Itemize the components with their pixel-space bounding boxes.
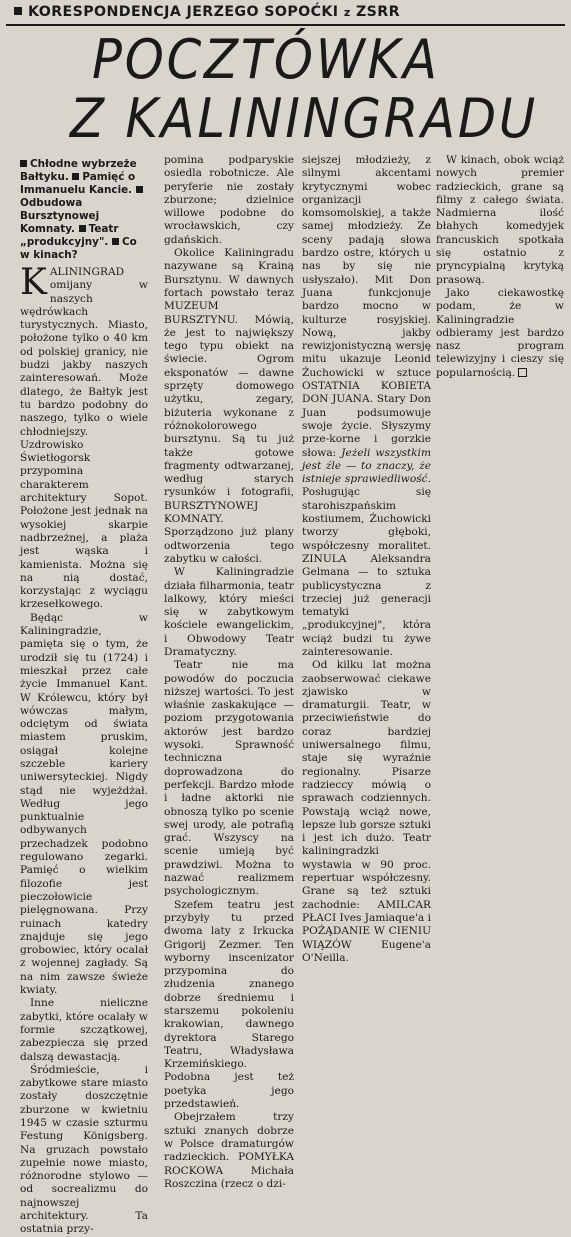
square-bullet-icon [136, 186, 143, 193]
lead-item: Teatr „produkcyjny". [20, 223, 119, 248]
paragraph: Okolice Kaliningradu nazywane są Krainą Bursztynu. W dawnych fortach powstało teraz MUZEUM BURSZTYNU. Mówią, że jest to największy tego typu obiekt na świecie. Ogrom eksponatów — dawne sprzęty domowego użytku, zegary, biżuteria wykonane z różnokolorowego bursztynu. Są tu już także gotowe fragmenty odtwarzanej, według starych rysunków i fotografii, BURSZTYNOWEJ KOMNATY. Sporządzono już plany odtworzenia tego zabytku w całości. [164, 247, 294, 565]
kicker-z: z [343, 6, 351, 19]
square-bullet-icon [112, 238, 119, 245]
paragraph-text: siejszej młodzieży, z silnymi akcentami krytycznymi wobec organizacji komsomolskiej, a także samej młodzieży. Ze sceny padają słowa bardzo ostre, których u nas by się nie usłyszało). Mit Don Juana funkcjonuje bardzo mocno w kulturze rosyjskiej. Nową, jakby rewizjonistyczną wersję mitu ukazuje Leonid Żuchowicki w sztuce OSTATNIA KOBIETA DON JUANA. Stary Don Juan podsumowuje swoje życie. Słyszymy prze- [302, 154, 431, 446]
square-bullet-icon [14, 7, 22, 15]
drop-cap: K [20, 262, 47, 303]
paragraph [436, 287, 564, 380]
article-column-1 [20, 158, 148, 1236]
paragraph-text: Posługując się starohiszpańskim kostiumem, Żuchowicki tworzy głęboki, współczesny moralitet. ZINULA Aleksandra Gelmana — to sztuka publicystyczna z trzeciej już generacji tematyki „produkcyjnej", która wciąż budzi tu żywe zainteresowanie. [302, 486, 431, 658]
square-bullet-icon [20, 160, 27, 167]
headline-line-1: POCZTÓWKA [92, 28, 440, 91]
paragraph: W Kaliningradzie działa filharmonia, teatr lalkowy, który mieści się w zabytkowym kościele ewangelickim, i Obwodowy Teatr Dramatyczny. [164, 566, 294, 658]
article-column-2 [164, 154, 294, 1190]
paragraph: Od kilku lat można zaobserwować ciekawe zjawisko w dramaturgii. Teatr, w przeciwieństwie do coraz bardziej uniwersalnego filmu, staje się wyraźnie regionalny. Pisarze radzieccy mówią o sprawach codziennych. Powstają wciąż nowe, lepsze lub gorsze sztuki i jest ich dużo. Teatr kaliningradzki wystawia w 90 proc. repertuar współczesny. Grane są też sztuki zachodnie: AMILCAR PŁACI Ives Jamiaque'a i POŻĄDANIE W CIENIU WIĄZÓW Eugene'a O'Neilla. [302, 659, 431, 964]
lead-item: Odbudowa Bursztynowej Komnaty. [20, 197, 100, 235]
header-rule [6, 24, 565, 26]
article-column-3 [302, 154, 431, 964]
paragraph: Inne nieliczne zabytki, które ocalały w formie szczątkowej, zabezpiecza się przed dalszą dewastacją. [20, 997, 148, 1063]
paragraph [20, 262, 148, 612]
kicker-text: KORESPONDENCJA JERZEGO SOPOĆKI [28, 4, 339, 20]
paragraph: W kinach, obok wciąż nowych premier radzieckich, grane są filmy z całego świata. Nadmierna ilość błahych komedyjek francuskich spotkała się ostatnio z pryncypialną krytyką prasową. [436, 154, 564, 286]
paragraph-text: ALININGRAD omijany w naszych wędrówkach turystycznych. Miasto, położone tylko o 40 km od polskiej granicy, nie budzi jakby naszych zainteresowań. Może dlatego, że Bałtyk jest tu bardzo podobny do naszego, tylko o wiele chłodniejszy. Uzdrowisko Świetłogorsk przypomina charakterem architektury Sopot. Położone jest jednak na wysokiej skarpie nadbrzeżnej, a plaża jest wąska i kamienista. Można się na nią dostać, korzystając z wyciągu krzesełkowego. [20, 266, 148, 611]
paragraph: pomina podparyskie osiedla robotnicze. Ale peryferie nie zostały zburzone; dzielnice willowe podobne do wrocławskich, czy gdańskich. [164, 154, 294, 246]
quote-text: Jeżeli wszystkim jest źle — to znaczy, że istnieje sprawiedliwość. [302, 446, 431, 486]
square-bullet-icon [79, 225, 86, 232]
paragraph-text: korne i gorzkie słowa: [302, 433, 431, 459]
lead-item: Pamięć o Immanuelu Kancie. [20, 171, 136, 196]
lead-item: Chłodne wybrzeże Bałtyku. [20, 158, 137, 183]
lead-item: Co w kinach? [20, 236, 137, 261]
headline-line-2: Z KALININGRADU [70, 87, 538, 150]
paragraph: Szefem teatru jest przybyły tu przed dwoma laty z Irkucka Grigorij Zezmer. Ten wyborny inscenizator przypomina do złudzenia znanego dobrze średniemu i starszemu pokoleniu krakowian, dawnego dyrektora Starego Teatru, Władysława Krzemińskiego. Podobna jest też poetyka jego przedstawień. [164, 898, 294, 1111]
paragraph: Będąc w Kaliningradzie, pamięta się o tym, że urodził się tu (1724) i mieszkał przez całe życie Immanuel Kant. W Królewcu, który był wówczas małym, odciętym od świata miastem pruskim, osiągał kolejne szczeble kariery uniwersyteckiej. Nigdy stąd nie wyjeżdżał. Według jego punktualnie odbywanych przechadzek podobno regulowano zegarki. Pamięć o wielkim filozofie jest pieczołowicie pielęgnowana. Przy ruinach katedry znajduje się jego grobowiec, który ocalał z wojennej zagłady. Są na nim zawsze świeże kwiaty. [20, 611, 148, 997]
paragraph: Teatr nie ma powodów do poczucia niższej wartości. To jest właśnie zaskakujące — poziom przygotowania aktorów jest bardzo wysoki. Sprawność techniczna doprowadzona do perfekcji. Bardzo młode i ładne aktorki nie obnoszą tylko po scenie swej urody, ale potrafią grać. Wszyscy na scenie umieją być prawdziwi. Można to nazwać realizmem psychologicznym. [164, 659, 294, 898]
article-column-4 [436, 154, 564, 794]
square-bullet-icon [72, 173, 79, 180]
paragraph-text: Jako ciekawostkę podam, że w Kaliningradzie odbieramy jest bardzo nasz program telewizyjny i cieszy się popularnością. [436, 286, 564, 379]
end-of-article-icon [518, 368, 527, 377]
paragraph [302, 154, 431, 659]
section-kicker [14, 2, 562, 22]
paragraph: Śródmieście, i zabytkowe stare miasto zostały doszczętnie zburzone w kwietniu 1945 w czasie szturmu Festung Königsberg. Na gruzach powstało zupełnie nowe miasto, różnorodne stylowo — od socrealizmu do najnowszej architektury. Ta ostatnia przy- [20, 1063, 148, 1236]
lead-summary [20, 158, 148, 262]
paragraph: Obejrzałem trzy sztuki znanych dobrze w Polsce dramaturgów radzieckich. POMYŁKA ROCKOWA Michała Roszczina (rzecz o dzi- [164, 1111, 294, 1190]
kicker-country: ZSRR [355, 4, 400, 20]
